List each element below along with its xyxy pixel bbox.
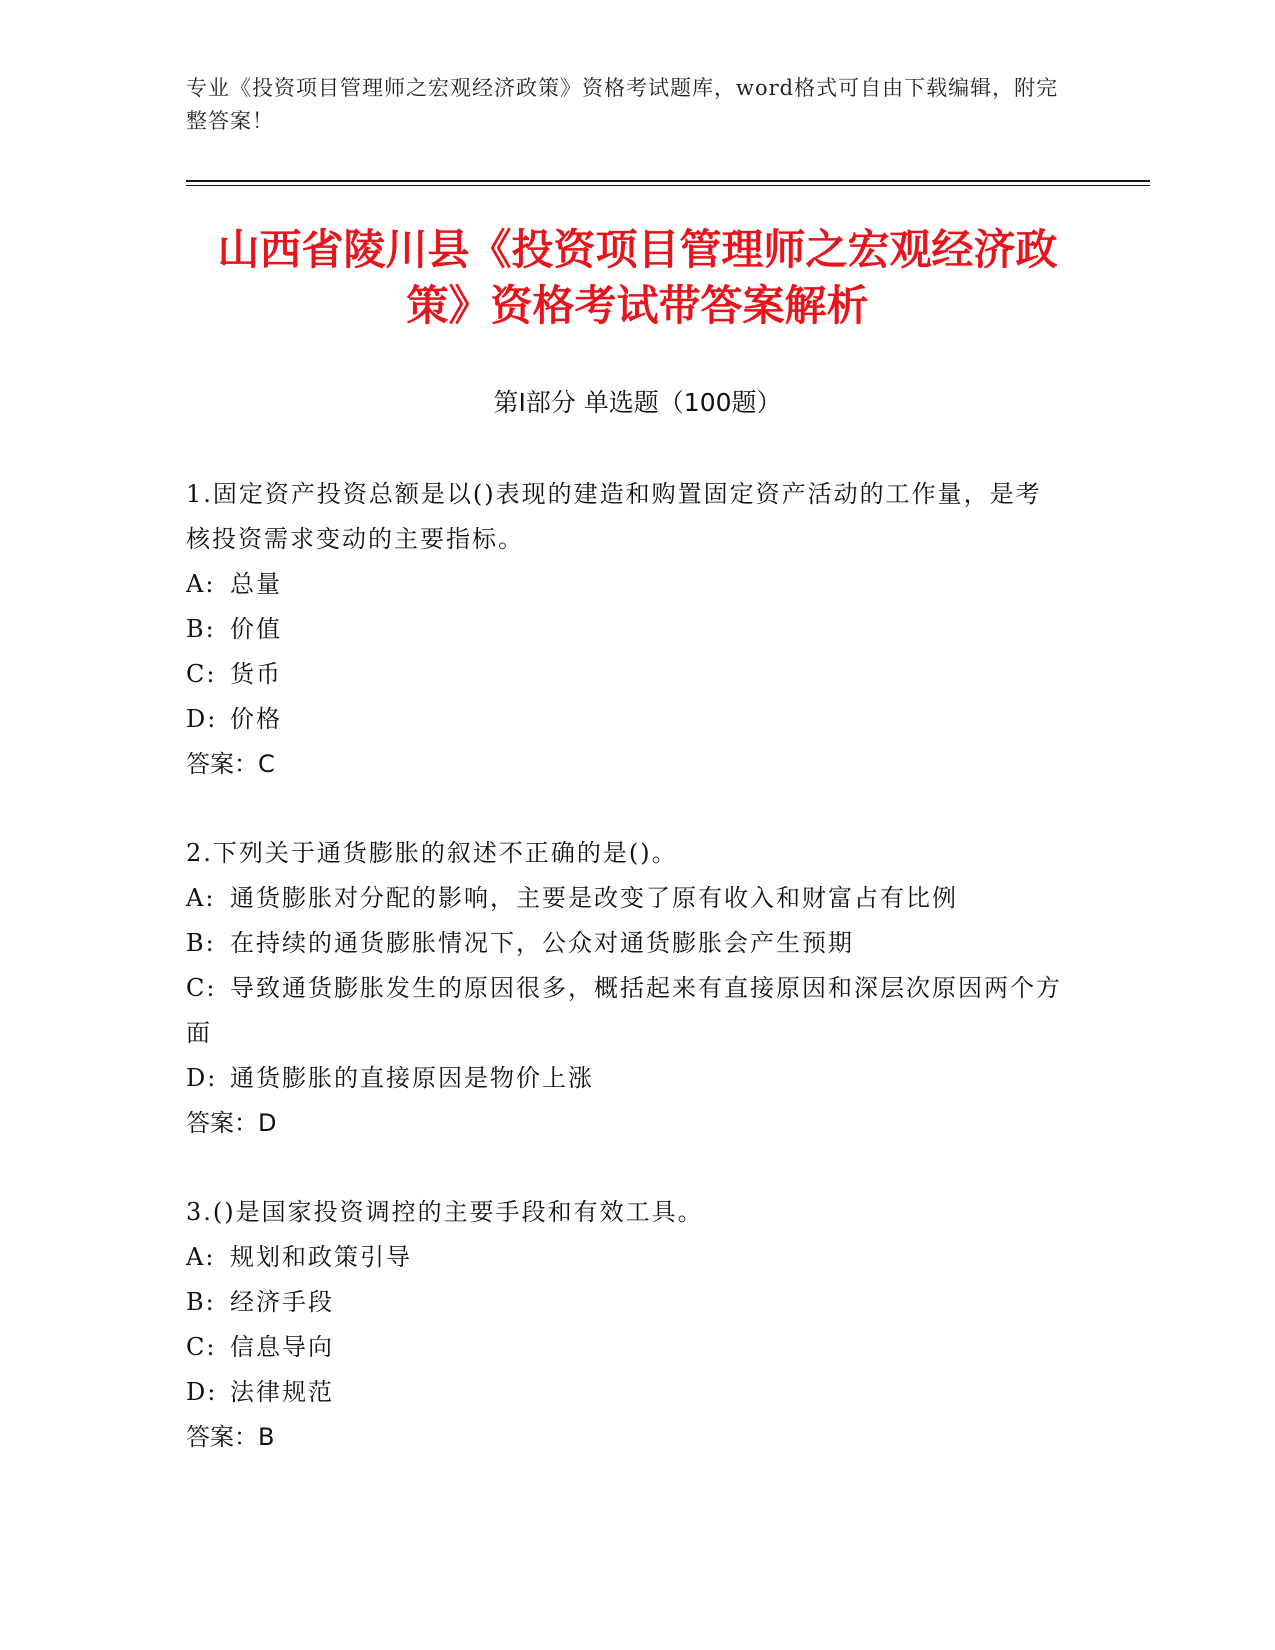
question-stem: 1.固定资产投资总额是以()表现的建造和购置固定资产活动的工作量，是考核投资需求变动的主要指标。 <box>186 480 1042 553</box>
section-heading: 第Ⅰ部分 单选题（100题） <box>493 388 782 417</box>
option-text: 信息导向 <box>230 1333 334 1361</box>
option-b <box>186 921 1066 966</box>
header-divider-thick <box>186 180 1150 182</box>
option-text: 货币 <box>230 660 282 688</box>
option-text: 价值 <box>230 615 282 643</box>
answer-line: 答案：B <box>186 1423 275 1451</box>
option-text: 通货膨胀的直接原因是物价上涨 <box>230 1064 594 1092</box>
option-letter: D: <box>186 1378 218 1406</box>
header-note: 专业《投资项目管理师之宏观经济政策》资格考试题库，word格式可自由下载编辑，附完整答案！ <box>186 76 1059 133</box>
option-text: 经济手段 <box>230 1288 334 1316</box>
option-letter: D: <box>186 1064 218 1092</box>
question-1 <box>186 472 1066 787</box>
option-letter: B: <box>186 929 216 957</box>
option-d <box>186 1056 1066 1101</box>
option-d <box>186 697 1066 742</box>
option-letter: C: <box>186 1333 217 1361</box>
option-text: 法律规范 <box>230 1378 334 1406</box>
option-text: 价格 <box>230 705 282 733</box>
option-b <box>186 607 1066 652</box>
question-list <box>186 472 1066 1504</box>
question-3 <box>186 1190 1066 1460</box>
option-a <box>186 876 1066 921</box>
option-text: 通货膨胀对分配的影响，主要是改变了原有收入和财富占有比例 <box>230 884 958 912</box>
question-2 <box>186 831 1066 1146</box>
option-letter: A: <box>186 570 216 598</box>
option-text: 导致通货膨胀发生的原因很多，概括起来有直接原因和深层次原因两个方面 <box>186 974 1062 1047</box>
question-stem: 2.下列关于通货膨胀的叙述不正确的是()。 <box>186 839 678 867</box>
option-text: 规划和政策引导 <box>230 1243 412 1271</box>
option-letter: A: <box>186 884 216 912</box>
option-a <box>186 1235 1066 1280</box>
option-d <box>186 1370 1066 1415</box>
header-divider-thin <box>186 185 1150 186</box>
option-letter: A: <box>186 1243 216 1271</box>
question-stem: 3.()是国家投资调控的主要手段和有效工具。 <box>186 1198 704 1226</box>
option-letter: B: <box>186 1288 216 1316</box>
option-c <box>186 652 1066 697</box>
answer-line: 答案：D <box>186 1109 277 1137</box>
option-a <box>186 562 1066 607</box>
answer-line: 答案：C <box>186 750 275 778</box>
option-text: 在持续的通货膨胀情况下，公众对通货膨胀会产生预期 <box>230 929 854 957</box>
option-b <box>186 1280 1066 1325</box>
option-c <box>186 966 1066 1056</box>
option-text: 总量 <box>230 570 282 598</box>
option-letter: B: <box>186 615 216 643</box>
option-letter: C: <box>186 974 217 1002</box>
option-c <box>186 1325 1066 1370</box>
option-letter: C: <box>186 660 217 688</box>
document-title: 山西省陵川县《投资项目管理师之宏观经济政策》资格考试带答案解析 <box>217 225 1058 330</box>
option-letter: D: <box>186 705 218 733</box>
